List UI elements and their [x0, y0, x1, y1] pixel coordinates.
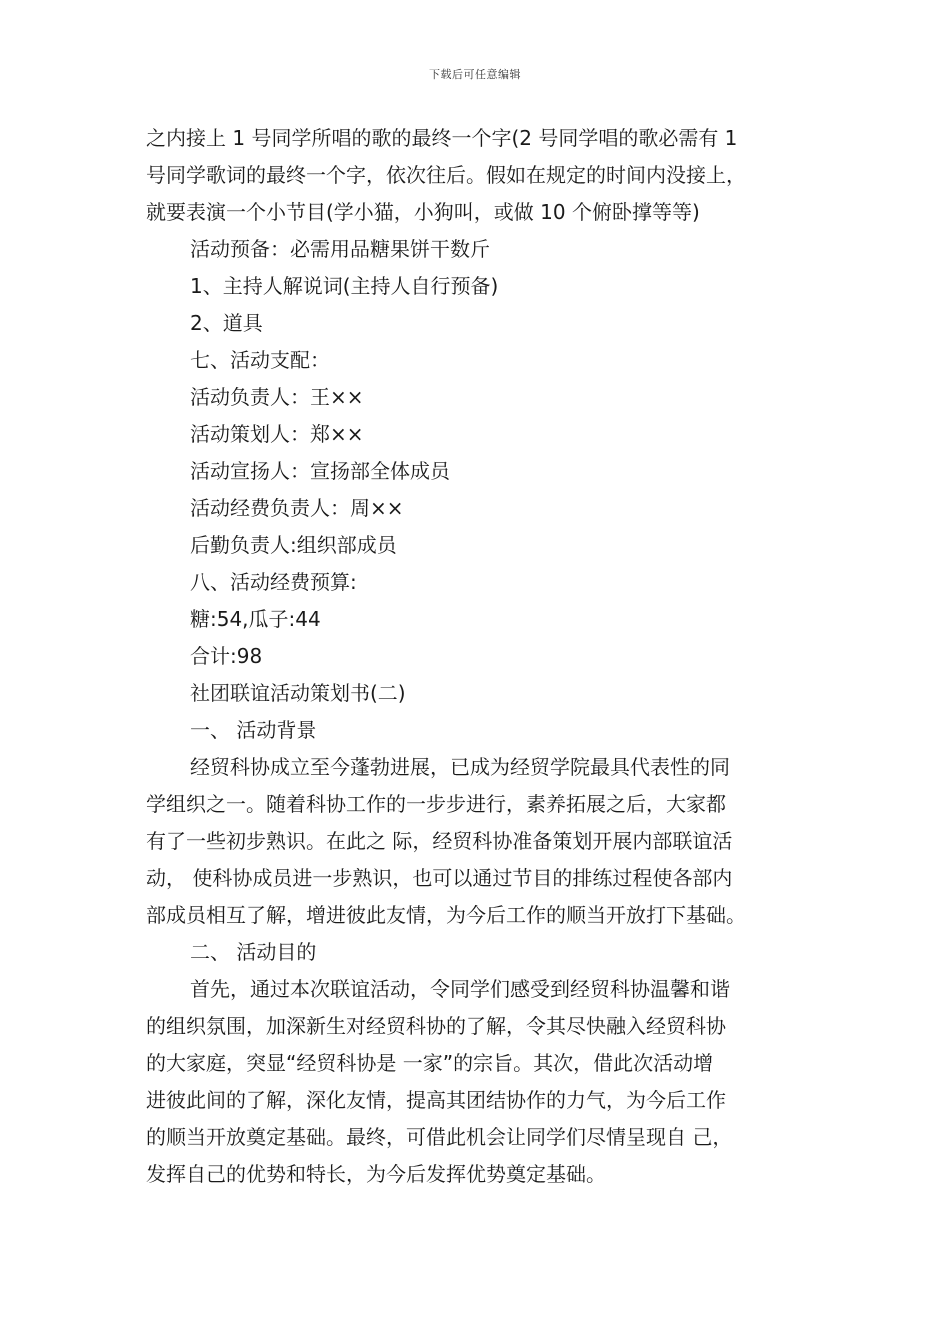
section-seven-heading: 七、活动支配：: [190, 348, 330, 372]
section-one-heading: 一、 活动背景: [190, 718, 317, 742]
document-body: [146, 120, 818, 1193]
paragraph-line: 有了一些初步熟识。在此之 际，经贸科协准备策划开展内部联谊活: [146, 829, 733, 853]
host-script-line: 1、主持人解说词(主持人自行预备): [190, 274, 499, 298]
purpose-paragraph: [146, 971, 818, 1193]
paragraph-line: 进彼此间的了解，深化友情，提高其团结协作的力气，为今后工作: [146, 1088, 726, 1112]
section-two-heading: 二、 活动目的: [190, 940, 317, 964]
planner-line: 活动策划人：郑××: [190, 422, 364, 446]
intro-line: 就要表演一个小节目(学小猫，小狗叫，或做 10 个俯卧撑等等): [146, 200, 700, 224]
paragraph-line: 经贸科协成立至今蓬勃进展，已成为经贸学院最具代表性的同: [190, 755, 730, 779]
paragraph-line: 学组织之一。随着科协工作的一步步进行，素养拓展之后，大家都: [146, 792, 726, 816]
intro-line: 号同学歌词的最终一个字，依次往后。假如在规定的时间内没接上，: [146, 163, 746, 187]
paragraph-line: 发挥自己的优势和特长，为今后发挥优势奠定基础。: [146, 1162, 606, 1186]
paragraph-line: 首先，通过本次联谊活动，令同学们感受到经贸科协温馨和谐: [190, 977, 730, 1001]
background-paragraph: [146, 749, 818, 934]
paragraph-line: 的顺当开放奠定基础。最终，可借此机会让同学们尽情呈现自 己，: [146, 1125, 733, 1149]
paragraph-line: 部成员相互了解，增进彼此友情，为今后工作的顺当开放打下基础。: [146, 903, 746, 927]
responsible-person-line: 活动负责人：王××: [190, 385, 364, 409]
budget-total-line: 合计:98: [190, 644, 263, 668]
paragraph-line: 动， 使科协成员进一步熟识，也可以通过节目的排练过程使各部内: [146, 866, 733, 890]
publicity-line: 活动宣扬人：宣扬部全体成员: [190, 459, 450, 483]
finance-line: 活动经费负责人：周××: [190, 496, 404, 520]
props-line: 2、道具: [190, 311, 263, 335]
page-header: 下载后可任意编辑: [429, 68, 521, 81]
prep-line: 活动预备：必需用品糖果饼干数斤: [190, 237, 490, 261]
paragraph-line: 的组织氛围，加深新生对经贸科协的了解，令其尽快融入经贸科协: [146, 1014, 726, 1038]
intro-line: 之内接上 1 号同学所唱的歌的最终一个字(2 号同学唱的歌必需有 1: [146, 126, 738, 150]
paragraph-line: 的大家庭，突显“经贸科协是 一家”的宗旨。其次，借此次活动增: [146, 1051, 714, 1075]
document-subtitle: 社团联谊活动策划书(二): [190, 681, 406, 705]
section-eight-heading: 八、活动经费预算:: [190, 570, 357, 594]
budget-items-line: 糖:54,瓜子:44: [190, 607, 321, 631]
logistics-line: 后勤负责人:组织部成员: [190, 533, 397, 557]
